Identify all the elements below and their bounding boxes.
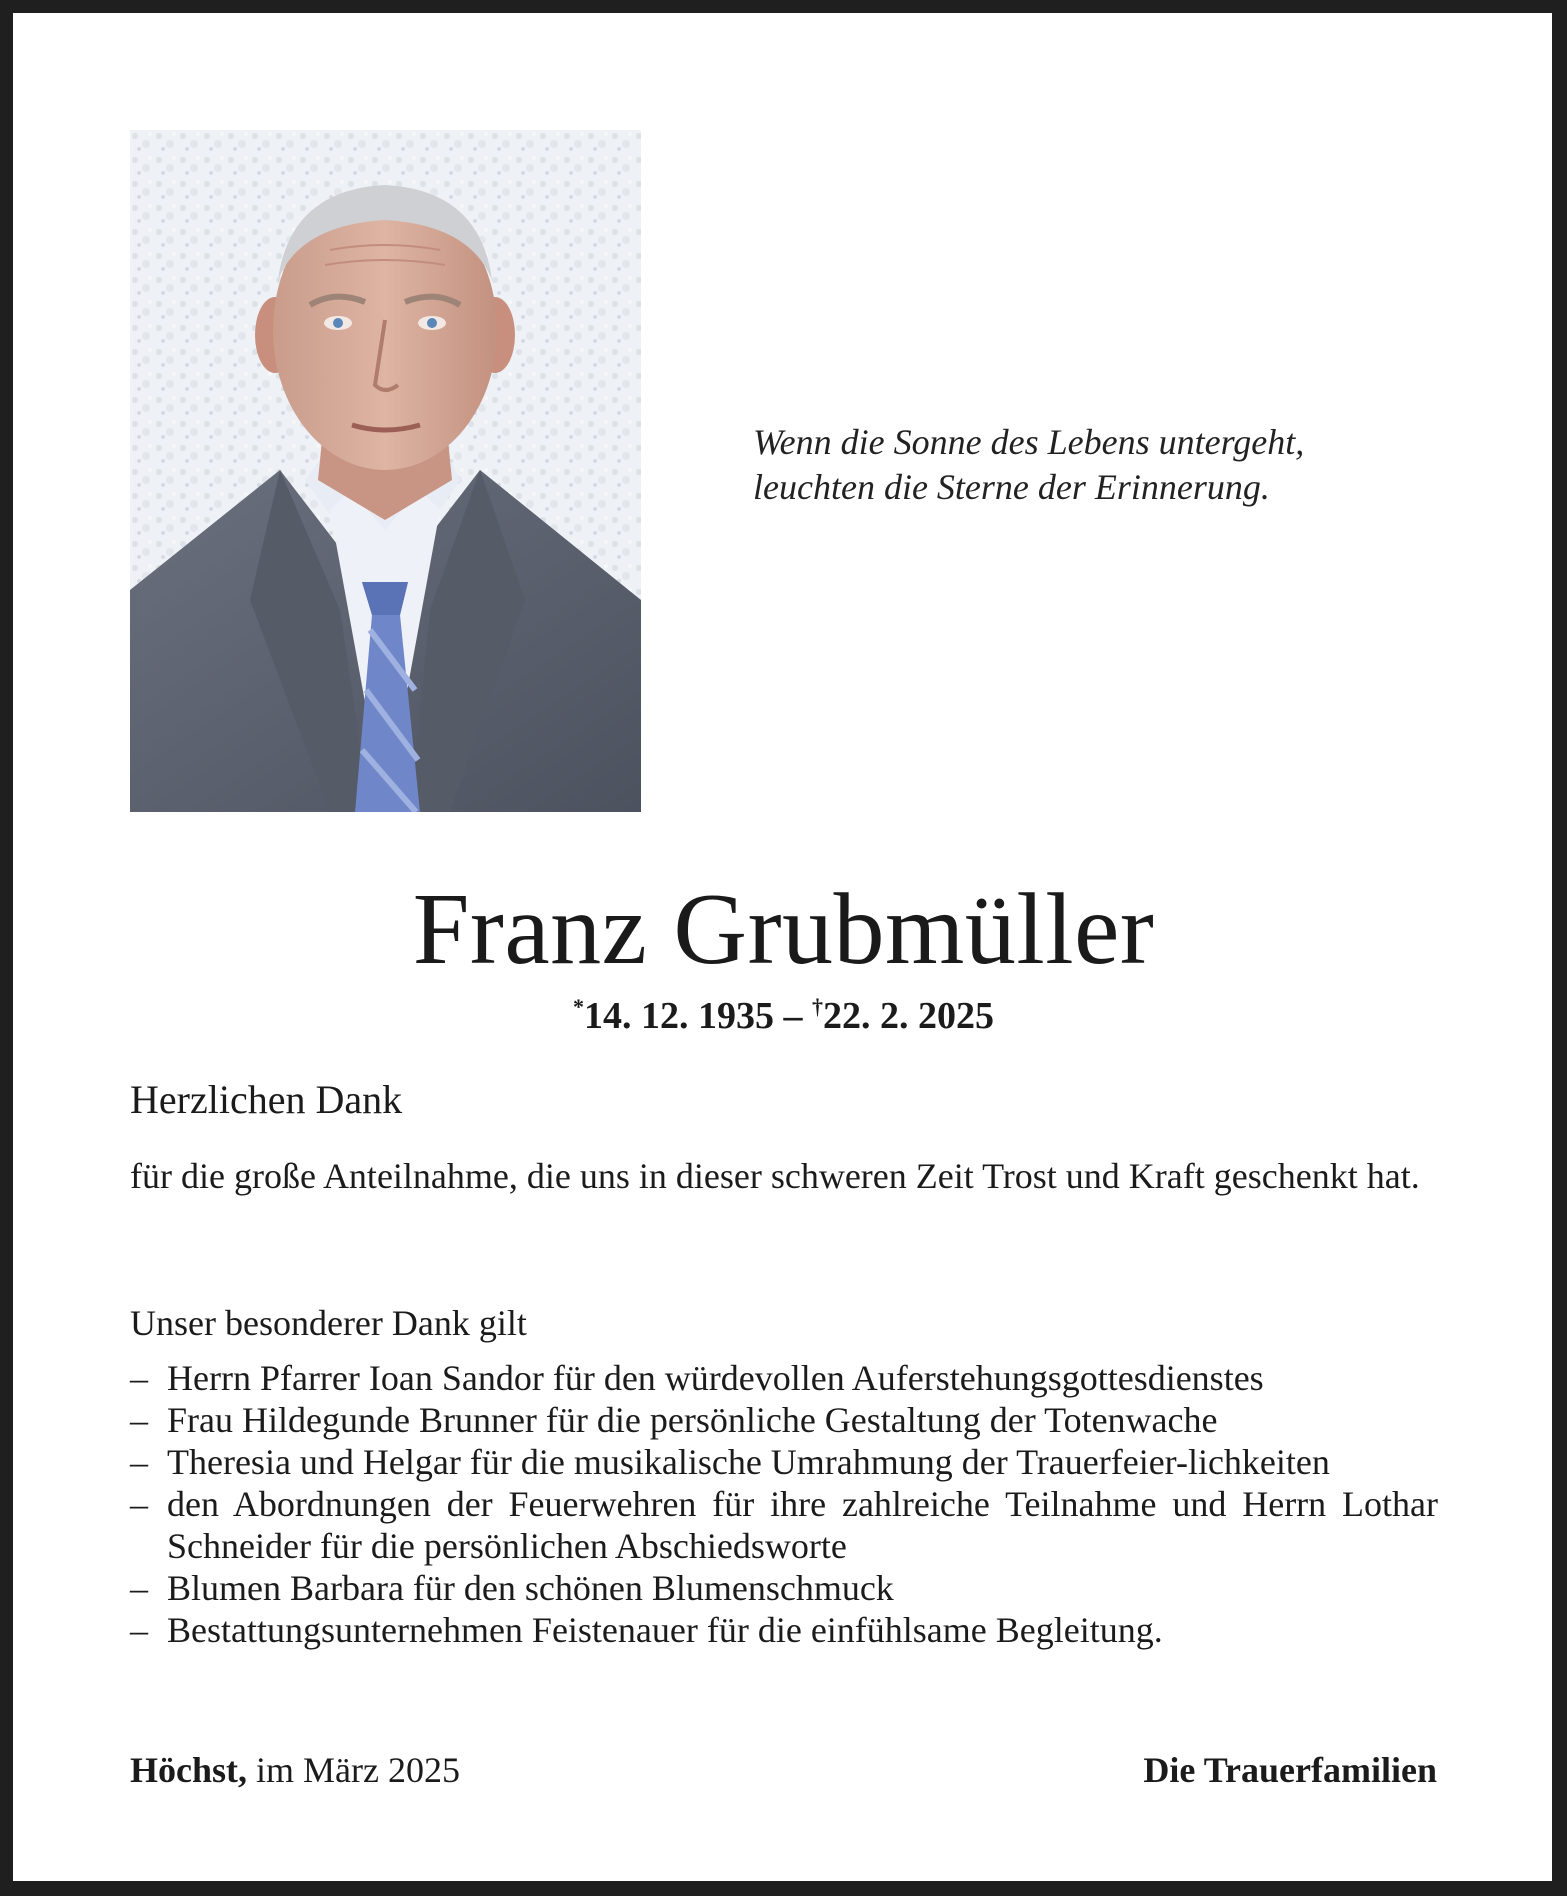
list-item-text: Frau Hildegunde Brunner für die persönliche Gestaltung der Totenwache — [167, 1400, 1218, 1440]
signature: Die Trauerfamilien — [1143, 1750, 1437, 1790]
thanks-text: für die große Anteilnahme, die uns in dieser schweren Zeit Trost und Kraft geschenkt hat. — [130, 1156, 1420, 1196]
birth-date: 14. 12. 1935 — [584, 995, 774, 1037]
thanks-list — [130, 1357, 1438, 1651]
deceased-name: Franz Grubmüller — [412, 873, 1155, 986]
list-item-text: Theresia und Helgar für die musikalische Umrahmung der Trauerfeier-lichkeiten — [167, 1442, 1330, 1482]
date-separator: – — [774, 995, 812, 1037]
list-item — [130, 1357, 1438, 1399]
memorial-quote — [753, 420, 1473, 510]
place: Höchst, — [130, 1750, 247, 1790]
list-item — [130, 1483, 1438, 1567]
list-dash: – — [130, 1400, 148, 1440]
list-item-text: Blumen Barbara für den schönen Blumenschmuck — [167, 1568, 894, 1608]
death-symbol: † — [812, 994, 823, 1019]
place-date — [130, 1748, 460, 1792]
list-dash: – — [130, 1442, 148, 1482]
quote-line-1: Wenn die Sonne des Lebens untergeht, — [753, 422, 1305, 462]
list-dash: – — [130, 1484, 148, 1524]
list-item-text: Herrn Pfarrer Ioan Sandor für den würdevollen Auferstehungsgottesdienstes — [167, 1358, 1264, 1398]
date: im März 2025 — [256, 1750, 460, 1790]
list-item — [130, 1441, 1438, 1483]
list-item-text: Bestattungsunternehmen Feistenauer für die einfühlsame Begleitung. — [167, 1610, 1163, 1650]
list-item — [130, 1609, 1438, 1651]
thanks-heading: Herzlichen Dank — [130, 1077, 403, 1122]
special-thanks-intro: Unser besonderer Dank gilt — [130, 1303, 527, 1343]
list-dash: – — [130, 1610, 148, 1650]
life-dates — [0, 985, 1567, 1038]
list-item — [130, 1399, 1438, 1441]
list-item-text: den Abordnungen der Feuerwehren für ihre zahlreiche Teilnahme und Herrn Lothar Schneider für die persönlichen Abschiedsworte — [167, 1484, 1438, 1566]
quote-line-2: leuchten die Sterne der Erinnerung. — [753, 467, 1270, 507]
list-dash: – — [130, 1358, 148, 1398]
death-date: 22. 2. 2025 — [823, 995, 994, 1037]
portrait-photo — [130, 130, 641, 812]
list-dash: – — [130, 1568, 148, 1608]
birth-symbol: * — [573, 994, 584, 1019]
list-item — [130, 1567, 1438, 1609]
